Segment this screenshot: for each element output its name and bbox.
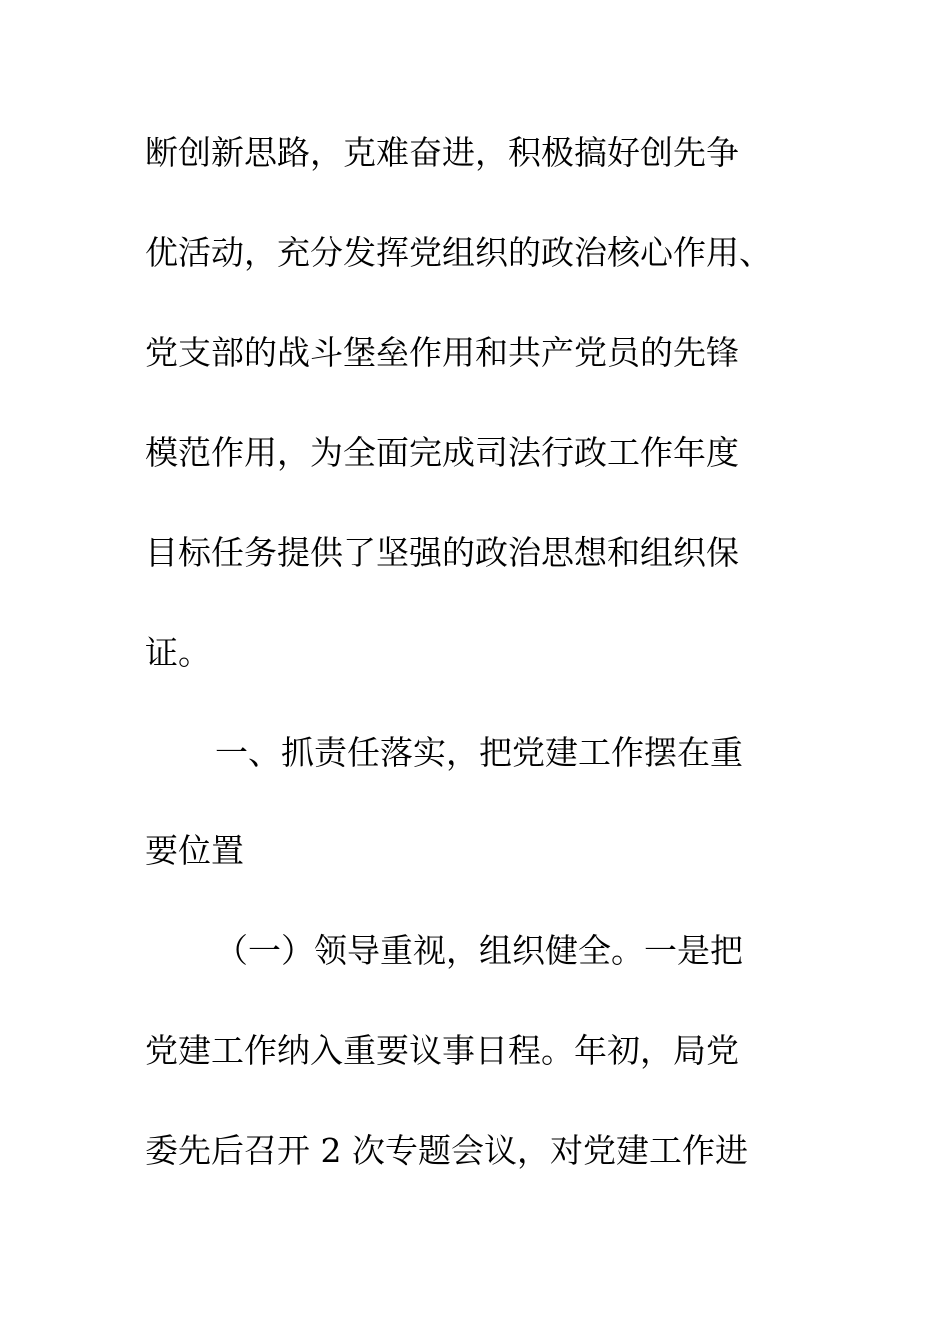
text-line: 党建工作纳入重要议事日程。年初，局党 (145, 1031, 739, 1070)
text-line: 党支部的战斗堡垒作用和共产党员的先锋 (145, 333, 739, 372)
section-heading-line: 要位置 (145, 831, 244, 870)
text-line: 目标任务提供了坚强的政治思想和组织保 (145, 533, 739, 572)
text-line: 优活动，充分发挥党组织的政治核心作用、 (145, 233, 772, 272)
text-line: 断创新思路，克难奋进，积极搞好创先争 (145, 133, 739, 172)
text-line: 模范作用，为全面完成司法行政工作年度 (145, 433, 739, 472)
text-line: 证。 (145, 633, 211, 672)
subsection-line: （一）领导重视，组织健全。一是把 (215, 931, 743, 970)
text-line: 委先后召开 2 次专题会议，对党建工作进 (145, 1131, 748, 1170)
section-heading-line: 一、抓责任落实，把党建工作摆在重 (215, 733, 743, 772)
